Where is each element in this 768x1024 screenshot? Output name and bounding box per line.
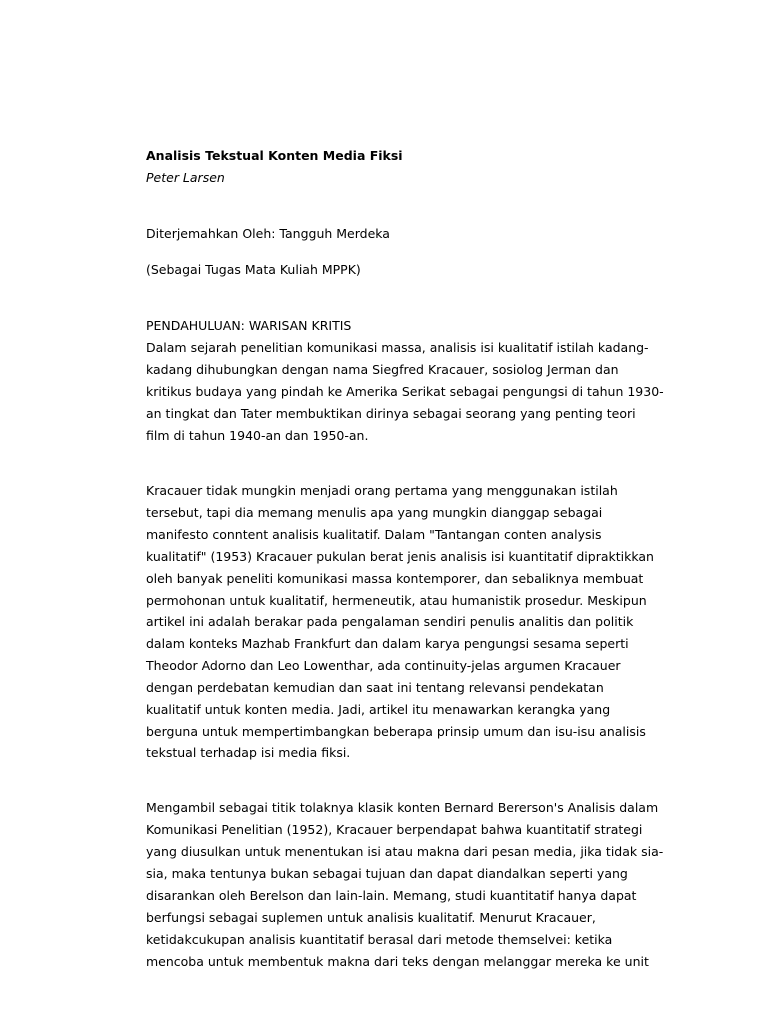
paragraph-line: Komunikasi Penelitian (1952), Kracauer berpendapat bahwa kuantitatif strategi	[146, 822, 643, 837]
paragraph-line: permohonan untuk kualitatif, hermeneutik, atau humanistik prosedur. Meskipun	[146, 593, 647, 608]
paragraph-line: dalam konteks Mazhab Frankfurt dan dalam karya pengungsi sesama seperti	[146, 636, 629, 651]
paragraph-line: Kracauer tidak mungkin menjadi orang pertama yang menggunakan istilah	[146, 483, 618, 498]
paragraph-line: tersebut, tapi dia memang menulis apa yang mungkin dianggap sebagai	[146, 505, 603, 520]
paragraph-line: film di tahun 1940-an dan 1950-an.	[146, 428, 369, 443]
paragraph-line: ketidakcukupan analisis kuantitatif berasal dari metode themselvei: ketika	[146, 932, 613, 947]
paragraph-line: kadang dihubungkan dengan nama Siegfred Kracauer, sosiolog Jerman dan	[146, 362, 619, 377]
paragraph-line: oleh banyak peneliti komunikasi massa kontemporer, dan sebaliknya membuat	[146, 571, 644, 586]
section-heading: PENDAHULUAN: WARISAN KRITIS	[146, 318, 352, 333]
paragraph-line: disarankan oleh Berelson dan lain-lain. Memang, studi kuantitatif hanya dapat	[146, 888, 637, 903]
paragraph-line: mencoba untuk membentuk makna dari teks dengan melanggar mereka ke unit	[146, 954, 649, 969]
paragraph-line: berfungsi sebagai suplemen untuk analisis kualitatif. Menurut Kracauer,	[146, 910, 596, 925]
paragraph-line: Theodor Adorno dan Leo Lowenthar, ada continuity-jelas argumen Kracauer	[146, 658, 621, 673]
paragraph-line: Mengambil sebagai titik tolaknya klasik konten Bernard Bererson's Analisis dalam	[146, 800, 659, 815]
document-author: Peter Larsen	[146, 170, 225, 185]
paragraph-line: an tingkat dan Tater membuktikan dirinya sebagai seorang yang penting teori	[146, 406, 636, 421]
document-title: Analisis Tekstual Konten Media Fiksi	[146, 148, 403, 163]
paragraph-line: kritikus budaya yang pindah ke Amerika Serikat sebagai pengungsi di tahun 1930-	[146, 384, 664, 399]
assignment-note: (Sebagai Tugas Mata Kuliah MPPK)	[146, 262, 361, 277]
paragraph-line: berguna untuk mempertimbangkan beberapa prinsip umum dan isu-isu analisis	[146, 724, 646, 739]
paragraph-line: tekstual terhadap isi media fiksi.	[146, 745, 351, 760]
paragraph-line: Dalam sejarah penelitian komunikasi massa, analisis isi kualitatif istilah kadang-	[146, 340, 649, 355]
paragraph-line: dengan perdebatan kemudian dan saat ini tentang relevansi pendekatan	[146, 680, 604, 695]
paragraph-line: sia, maka tentunya bukan sebagai tujuan dan dapat diandalkan seperti yang	[146, 866, 628, 881]
translator-credit: Diterjemahkan Oleh: Tangguh Merdeka	[146, 226, 390, 241]
paragraph-line: kualitatif untuk konten media. Jadi, artikel itu menawarkan kerangka yang	[146, 702, 611, 717]
paragraph-line: kualitatif" (1953) Kracauer pukulan berat jenis analisis isi kuantitatif dipraktikkan	[146, 549, 654, 564]
paragraph-line: artikel ini adalah berakar pada pengalaman sendiri penulis analitis dan politik	[146, 614, 634, 629]
paragraph-line: yang diusulkan untuk menentukan isi atau makna dari pesan media, jika tidak sia-	[146, 844, 664, 859]
paragraph-line: manifesto conntent analisis kualitatif. Dalam "Tantangan conten analysis	[146, 527, 602, 542]
